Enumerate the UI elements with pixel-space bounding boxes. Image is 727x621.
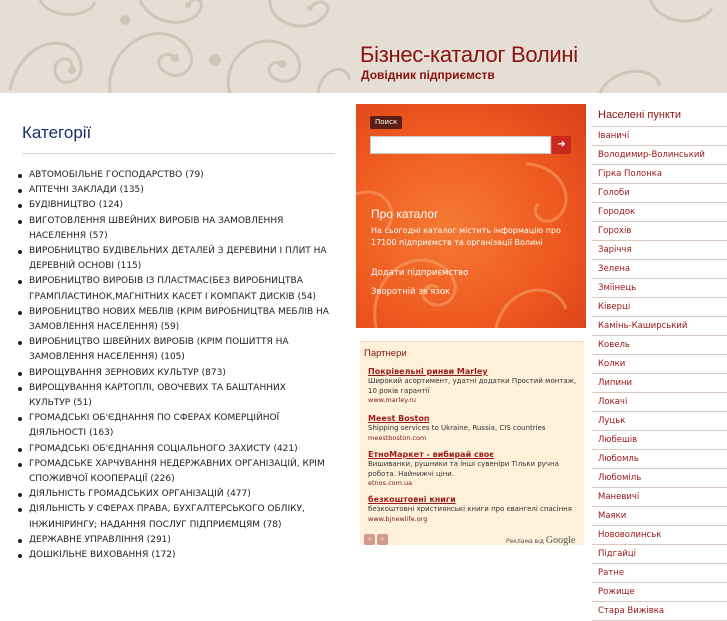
partner-ad-url[interactable]: www.bjnewlife.org (368, 514, 428, 523)
settlement-link[interactable]: Іваничі (592, 127, 727, 146)
category-link[interactable]: БУДІВНИЦТВО (29, 200, 96, 211)
partner-ad-description: Вишиванки, рушники та інші сувеніри Тільки ручна робота. Найнижчі ціни. (368, 460, 559, 478)
category-item[interactable] (18, 548, 338, 563)
partners-title: Партнери (364, 348, 407, 359)
settlement-link[interactable]: Колки (592, 355, 727, 374)
settlement-link[interactable]: Маяки (592, 507, 727, 526)
categories-heading: Категорії (22, 123, 92, 142)
category-link[interactable]: ДЕРЖАВНЕ УПРАВЛІННЯ (29, 534, 144, 545)
category-item[interactable] (18, 274, 338, 304)
category-link[interactable]: ВИРОБНИЦТВО ШВЕЙНИХ ВИРОБІВ (КРІМ ПОШИТТЯ НА ЗАМОВЛЕННЯ НАСЕЛЕННЯ) (29, 337, 289, 363)
settlement-link[interactable]: Локачі (592, 393, 727, 412)
settlement-link[interactable]: Зелена (592, 260, 727, 279)
partner-ad (368, 494, 580, 524)
category-item[interactable] (18, 183, 338, 198)
category-count: (421) (273, 443, 298, 454)
about-text: На сьогодні каталог містить інформацію про 17100 підприємств та організації Волині (371, 226, 561, 247)
category-link[interactable]: ВИРОЩУВАННЯ ЗЕРНОВИХ КУЛЬТУР (29, 367, 199, 378)
category-item[interactable] (18, 502, 338, 532)
category-item[interactable] (18, 214, 338, 244)
category-item[interactable] (18, 442, 338, 457)
category-count: (873) (201, 367, 226, 378)
settlements-section (592, 104, 727, 616)
category-link[interactable]: ВИРОЩУВАННЯ КАРТОПЛІ, ОВОЧЕВИХ ТА БАШТАННИХ КУЛЬТУР (29, 382, 286, 409)
settlement-link[interactable]: Володимир-Волинський (592, 146, 727, 165)
partner-ad (368, 413, 580, 443)
settlements-list (592, 126, 727, 621)
ads-by-google[interactable] (506, 535, 575, 546)
partner-ad (368, 366, 580, 405)
settlement-link[interactable]: Рожище (592, 583, 727, 602)
settlement-link[interactable]: Любоміль (592, 469, 727, 488)
category-count: (163) (89, 428, 114, 439)
category-item[interactable] (18, 381, 338, 411)
category-item[interactable] (18, 168, 338, 183)
settlement-link[interactable]: Ківерці (592, 298, 727, 317)
search-about-panel (356, 104, 586, 328)
ads-prev-button[interactable] (364, 534, 375, 545)
settlement-link[interactable]: Ратне (592, 564, 727, 583)
settlement-link[interactable]: Горохів (592, 222, 727, 241)
search-label: Поиск (370, 116, 402, 129)
category-count: (79) (185, 170, 204, 180)
category-link[interactable]: ВИРОБНИЦТВО ВИРОБІВ ІЗ ПЛАСТМАС(БЕЗ ВИРОБНИЦТВА ГРАМПЛАСТИНОК,МАГНІТНИХ КАСЕТ І КОМПАКТ ДИСКІВ (29, 276, 303, 302)
partner-ad (368, 449, 580, 488)
settlement-link[interactable]: Маневичі (592, 488, 727, 507)
category-count: (105) (160, 352, 185, 363)
category-item[interactable] (18, 305, 338, 335)
category-count: (226) (150, 474, 175, 485)
category-link[interactable]: ГРОМАДСЬКЕ ХАРЧУВАННЯ НЕДЕРЖАВНИХ ОРГАНІЗАЦІЙ, КРІМ СПОЖИВЧОЇ КООПЕРАЦІЇ (29, 458, 325, 485)
settlement-link[interactable]: Стара Вижівка (592, 602, 727, 621)
category-link[interactable]: ДОШКІЛЬНЕ ВИХОВАННЯ (29, 550, 149, 561)
chevron-right-icon: › (381, 535, 384, 543)
category-count: (291) (146, 534, 171, 545)
category-count: (115) (117, 261, 142, 272)
settlement-link[interactable]: Ковель (592, 336, 727, 355)
settlement-link[interactable]: Підгайці (592, 545, 727, 564)
category-item[interactable] (18, 366, 338, 381)
settlement-link[interactable]: Любомль (592, 450, 727, 469)
category-link[interactable]: ГРОМАДСЬКІ ОБ'ЄДНАННЯ СОЦІАЛЬНОГО ЗАХИСТУ (29, 443, 271, 454)
search-input[interactable] (370, 136, 551, 154)
category-item[interactable] (18, 411, 338, 441)
partner-ad-title[interactable]: Meest Boston (368, 414, 430, 423)
settlement-link[interactable]: Заріччя (592, 241, 727, 260)
settlement-link[interactable]: Луцьк (592, 412, 727, 431)
category-item[interactable] (18, 533, 338, 548)
category-count: (51) (73, 398, 92, 409)
category-count: (172) (151, 550, 176, 561)
category-link[interactable]: ДІЯЛЬНІСТЬ У СФЕРАХ ПРАВА, БУХГАЛТЕРСЬКОГО ОБЛІКУ, ІНЖИНІРИНГУ; НАДАННЯ ПОСЛУГ ПІДПРИЄМЦЯМ (29, 504, 305, 530)
category-count: (59) (160, 322, 180, 333)
site-header (0, 0, 727, 93)
about-title: Про каталог (371, 207, 439, 221)
site-title[interactable]: Бізнес-каталог Волині (360, 42, 578, 67)
categories-list (18, 168, 338, 563)
search-submit-button[interactable] (552, 136, 571, 154)
google-logo: Google (545, 535, 576, 546)
category-link[interactable]: ВИГОТОВЛЕННЯ ШВЕЙНИХ ВИРОБІВ НА ЗАМОВЛЕННЯ НАСЕЛЕННЯ (29, 215, 284, 241)
ads-next-button[interactable] (377, 534, 388, 545)
categories-divider (22, 153, 335, 154)
chevron-left-icon: ‹ (368, 535, 371, 543)
settlement-link[interactable]: Змїінець (592, 279, 727, 298)
partner-ad-title[interactable]: Покрівельні ринви Marley (368, 367, 488, 376)
partner-ad-url[interactable]: meestboston.com (368, 433, 427, 442)
categories-section (0, 93, 350, 561)
category-count: (477) (226, 489, 251, 500)
settlements-heading: Населені пункти (598, 109, 682, 121)
category-link[interactable]: АПТЕЧНІ ЗАКЛАДИ (29, 185, 117, 196)
category-count: (54) (297, 291, 317, 302)
partner-ad-description: безкоштовні християнські книги про євангелі спасіння (368, 505, 572, 513)
settlement-link[interactable]: Голоби (592, 184, 727, 203)
category-item[interactable] (18, 244, 338, 274)
partner-ad-title[interactable]: ЕтноМаркет - вибирай своє (368, 450, 495, 459)
category-link[interactable]: ВИРОБНИЦТВО НОВИХ МЕБЛІВ (КРІМ ВИРОБНИЦТВА МЕБЛІВ НА ЗАМОВЛЕННЯ НАСЕЛЕННЯ) (29, 306, 329, 333)
settlement-link[interactable]: Городок (592, 203, 727, 222)
settlement-link[interactable]: Любешів (592, 431, 727, 450)
category-item[interactable] (18, 457, 338, 487)
category-count: (78) (263, 519, 282, 530)
partners-box (360, 341, 584, 545)
settlement-link[interactable]: Нововолинськ (592, 526, 727, 545)
category-count: (124) (98, 200, 123, 211)
partner-ad-description: Shipping services to Ukraine, Russia, CIS countries (368, 424, 546, 432)
settlement-link[interactable]: Гірка Полонка (592, 165, 727, 184)
category-count: (57) (89, 230, 108, 241)
settlement-link[interactable]: Камінь-Каширський (592, 317, 727, 336)
partner-ad-description: Широкий асортимент, удатні додатки Простий монтаж, 10 років гарантії (368, 377, 577, 395)
category-link[interactable]: ДІЯЛЬНІСТЬ ГРОМАДСЬКИХ ОРГАНІЗАЦІЙ (29, 489, 224, 500)
ads-credit-text: Реклама від (506, 538, 544, 545)
category-item[interactable] (18, 198, 338, 213)
settlement-link[interactable]: Липини (592, 374, 727, 393)
category-link[interactable]: АВТОМОБІЛЬНЕ ГОСПОДАРСТВО (29, 170, 183, 180)
arrow-right-icon: ➜ (557, 139, 566, 150)
category-item[interactable] (18, 487, 338, 502)
add-company-link[interactable]: Додати підприємство (371, 268, 469, 278)
category-item[interactable] (18, 335, 338, 365)
category-link[interactable]: ГРОМАДСЬКІ ОБ'ЄДНАННЯ ПО СФЕРАХ КОМЕРЦІЙНОЇ ДІЯЛЬНОСТІ (29, 413, 280, 439)
partner-ad-url[interactable]: etnos.com.ua (368, 479, 413, 487)
partner-ad-url[interactable]: www.marley.ru (368, 396, 416, 404)
partner-ad-title[interactable]: безкоштовні книги (368, 495, 456, 504)
site-subtitle: Довідник підприємств (361, 68, 495, 82)
feedback-link[interactable]: Зворотній зв'язок (371, 287, 451, 297)
category-link[interactable]: ВИРОБНИЦТВО БУДІВЕЛЬНИХ ДЕТАЛЕЙ З ДЕРЕВИНИ І ПЛИТ НА ДЕРЕВНІЙ ОСНОВІ (29, 246, 327, 272)
category-count: (135) (119, 185, 144, 196)
